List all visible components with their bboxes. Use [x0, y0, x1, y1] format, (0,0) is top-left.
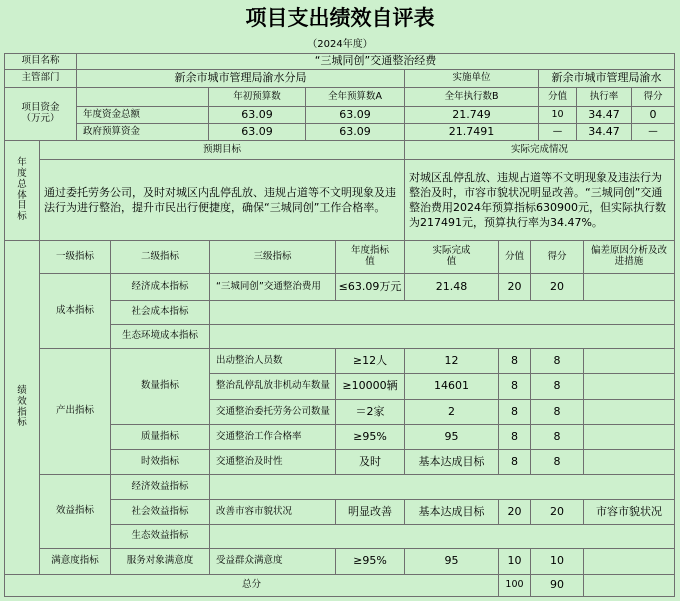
- r-cost-l3: “三城同创”交通整治费用: [210, 274, 336, 301]
- r-social-score-value: 20: [499, 500, 531, 525]
- project-name-value: “三城同创”交通整治经费: [77, 53, 675, 70]
- r-q2-score-value: 8: [499, 374, 531, 400]
- r-sat-actual: 95: [405, 549, 499, 575]
- l2-economic-benefit: 经济效益指标: [111, 475, 210, 500]
- r-sat-l3: 受益群众满意度: [210, 549, 336, 575]
- r-quality-score-value: 8: [499, 425, 531, 450]
- perf-header-l3: 三级指标: [210, 241, 336, 274]
- r-q2-actual: 14601: [405, 374, 499, 400]
- funds-row-total-annual: 63.09: [306, 107, 405, 124]
- total-score: 90: [531, 575, 584, 597]
- r-q2-l3: 整治乱停乱放非机动车数量: [210, 374, 336, 400]
- r-q2-reason: [584, 374, 675, 400]
- r-q1-reason: [584, 349, 675, 374]
- perf-header-l2: 二级指标: [111, 241, 210, 274]
- l2-eco-cost: 生态环境成本指标: [111, 325, 210, 349]
- funds-row-total-score: 0: [632, 107, 675, 124]
- r-q1-actual: 12: [405, 349, 499, 374]
- total-reason: [584, 575, 675, 597]
- funds-header-exec-rate: 执行率: [577, 88, 632, 107]
- r-sat-score: 10: [531, 549, 584, 575]
- goal-expected-text: 通过委托劳务公司，及时对城区内乱停乱放、违规占道等不文明现象及违法行为进行整治，提升市民出行便捷度，确保“三城同创”工作合格率。: [40, 160, 405, 241]
- funds-row-gov-score: —: [632, 124, 675, 141]
- l2-social-benefit: 社会效益指标: [111, 500, 210, 525]
- r-time-l3: 交通整治及时性: [210, 450, 336, 475]
- r-time-score-value: 8: [499, 450, 531, 475]
- r-time-actual: 基本达成目标: [405, 450, 499, 475]
- funds-header-blank: [77, 88, 209, 107]
- funds-header-annual: 全年预算数A: [306, 88, 405, 107]
- r-q3-l3: 交通整治委托劳务公司数量: [210, 400, 336, 425]
- r-q3-reason: [584, 400, 675, 425]
- total-score-value: 100: [499, 575, 531, 597]
- r-quality-score: 8: [531, 425, 584, 450]
- funds-row-total-executed: 21.749: [405, 107, 539, 124]
- page-title: 项目支出绩效自评表: [245, 5, 435, 30]
- l2-quality: 质量指标: [111, 425, 210, 450]
- r-quality-actual: 95: [405, 425, 499, 450]
- row-eco-cost-empty: [210, 325, 675, 349]
- r-social-l3: 改善市容市貌状况: [210, 500, 336, 525]
- goal-label: 年度总体目标: [4, 141, 40, 241]
- perf-header-l1: 一级指标: [40, 241, 111, 274]
- r-social-actual: 基本达成目标: [405, 500, 499, 525]
- funds-row-gov-annual: 63.09: [306, 124, 405, 141]
- goal-header-actual: 实际完成情况: [405, 141, 675, 160]
- r-q3-score: 8: [531, 400, 584, 425]
- funds-row-total-score-value: 10: [539, 107, 577, 124]
- row-eco-benefit-empty: [210, 525, 675, 549]
- l2-economic-cost: 经济成本指标: [111, 274, 210, 301]
- r-sat-reason: [584, 549, 675, 575]
- r-sat-score-value: 10: [499, 549, 531, 575]
- funds-header-score: 得分: [632, 88, 675, 107]
- r-q2-score: 8: [531, 374, 584, 400]
- r-cost-score: 20: [531, 274, 584, 301]
- perf-label: 绩效指标: [4, 241, 40, 575]
- unit-value: 新余市城市管理局渝水: [539, 70, 675, 88]
- l2-social-cost: 社会成本指标: [111, 301, 210, 325]
- year-subtitle: （2024年度）: [307, 39, 373, 50]
- r-q2-target: ≥10000辆: [336, 374, 405, 400]
- r-q1-target: ≥12人: [336, 349, 405, 374]
- funds-header-score-value: 分值: [539, 88, 577, 107]
- r-q1-l3: 出动整治人员数: [210, 349, 336, 374]
- funds-row-total-initial: 63.09: [209, 107, 306, 124]
- perf-header-actual: 实际完成值: [405, 241, 499, 274]
- perf-header-target: 年度指标值: [336, 241, 405, 274]
- funds-row-total-label: 年度资金总额: [77, 107, 209, 124]
- r-quality-l3: 交通整治工作合格率: [210, 425, 336, 450]
- l1-satisfaction: 满意度指标: [40, 549, 111, 575]
- r-q1-score: 8: [531, 349, 584, 374]
- l2-timeliness: 时效指标: [111, 450, 210, 475]
- r-time-reason: [584, 450, 675, 475]
- dept-label: 主管部门: [4, 70, 77, 88]
- r-q3-actual: 2: [405, 400, 499, 425]
- perf-header-reason: 偏差原因分析及改进措施: [584, 241, 675, 274]
- goal-actual-text: 对城区乱停乱放、违规占道等不文明现象及违法行为整治及时，市容市貌状况明显改善。“三城同创”交通整治费用2024年预算指标630900元，但实际执行数为217491元，预算执行率为34.47%。: [405, 160, 675, 241]
- row-economic-benefit-empty: [210, 475, 675, 500]
- r-quality-target: ≥95%: [336, 425, 405, 450]
- funds-row-gov-score-value: —: [539, 124, 577, 141]
- r-social-reason: 市容市貌状况: [584, 500, 675, 525]
- funds-label: 项目资金（万元）: [4, 88, 77, 141]
- goal-header-expected: 预期目标: [40, 141, 405, 160]
- r-cost-score-value: 20: [499, 274, 531, 301]
- funds-row-gov-label: 政府预算资金: [77, 124, 209, 141]
- r-q1-score-value: 8: [499, 349, 531, 374]
- r-cost-actual: 21.48: [405, 274, 499, 301]
- r-cost-target: ≤63.09万元: [336, 274, 405, 301]
- funds-header-initial: 年初预算数: [209, 88, 306, 107]
- dept-value: 新余市城市管理局渝水分局: [77, 70, 405, 88]
- l1-cost: 成本指标: [40, 274, 111, 349]
- r-time-target: 及时: [336, 450, 405, 475]
- funds-row-total-rate: 34.47: [577, 107, 632, 124]
- r-time-score: 8: [531, 450, 584, 475]
- l1-output: 产出指标: [40, 349, 111, 475]
- l1-benefit: 效益指标: [40, 475, 111, 549]
- l2-service: 服务对象满意度: [111, 549, 210, 575]
- funds-row-gov-rate: 34.47: [577, 124, 632, 141]
- r-q3-score-value: 8: [499, 400, 531, 425]
- r-q3-target: ＝2家: [336, 400, 405, 425]
- perf-header-score: 得分: [531, 241, 584, 274]
- r-quality-reason: [584, 425, 675, 450]
- l2-quantity: 数量指标: [111, 349, 210, 425]
- funds-header-executed: 全年执行数B: [405, 88, 539, 107]
- total-label: 总分: [4, 575, 499, 597]
- project-name-label: 项目名称: [4, 53, 77, 70]
- l2-eco-benefit: 生态效益指标: [111, 525, 210, 549]
- r-social-target: 明显改善: [336, 500, 405, 525]
- r-social-score: 20: [531, 500, 584, 525]
- perf-header-score-value: 分值: [499, 241, 531, 274]
- funds-row-gov-initial: 63.09: [209, 124, 306, 141]
- r-cost-reason: [584, 274, 675, 301]
- row-social-cost-empty: [210, 301, 675, 325]
- r-sat-target: ≥95%: [336, 549, 405, 575]
- unit-label: 实施单位: [405, 70, 539, 88]
- funds-row-gov-executed: 21.7491: [405, 124, 539, 141]
